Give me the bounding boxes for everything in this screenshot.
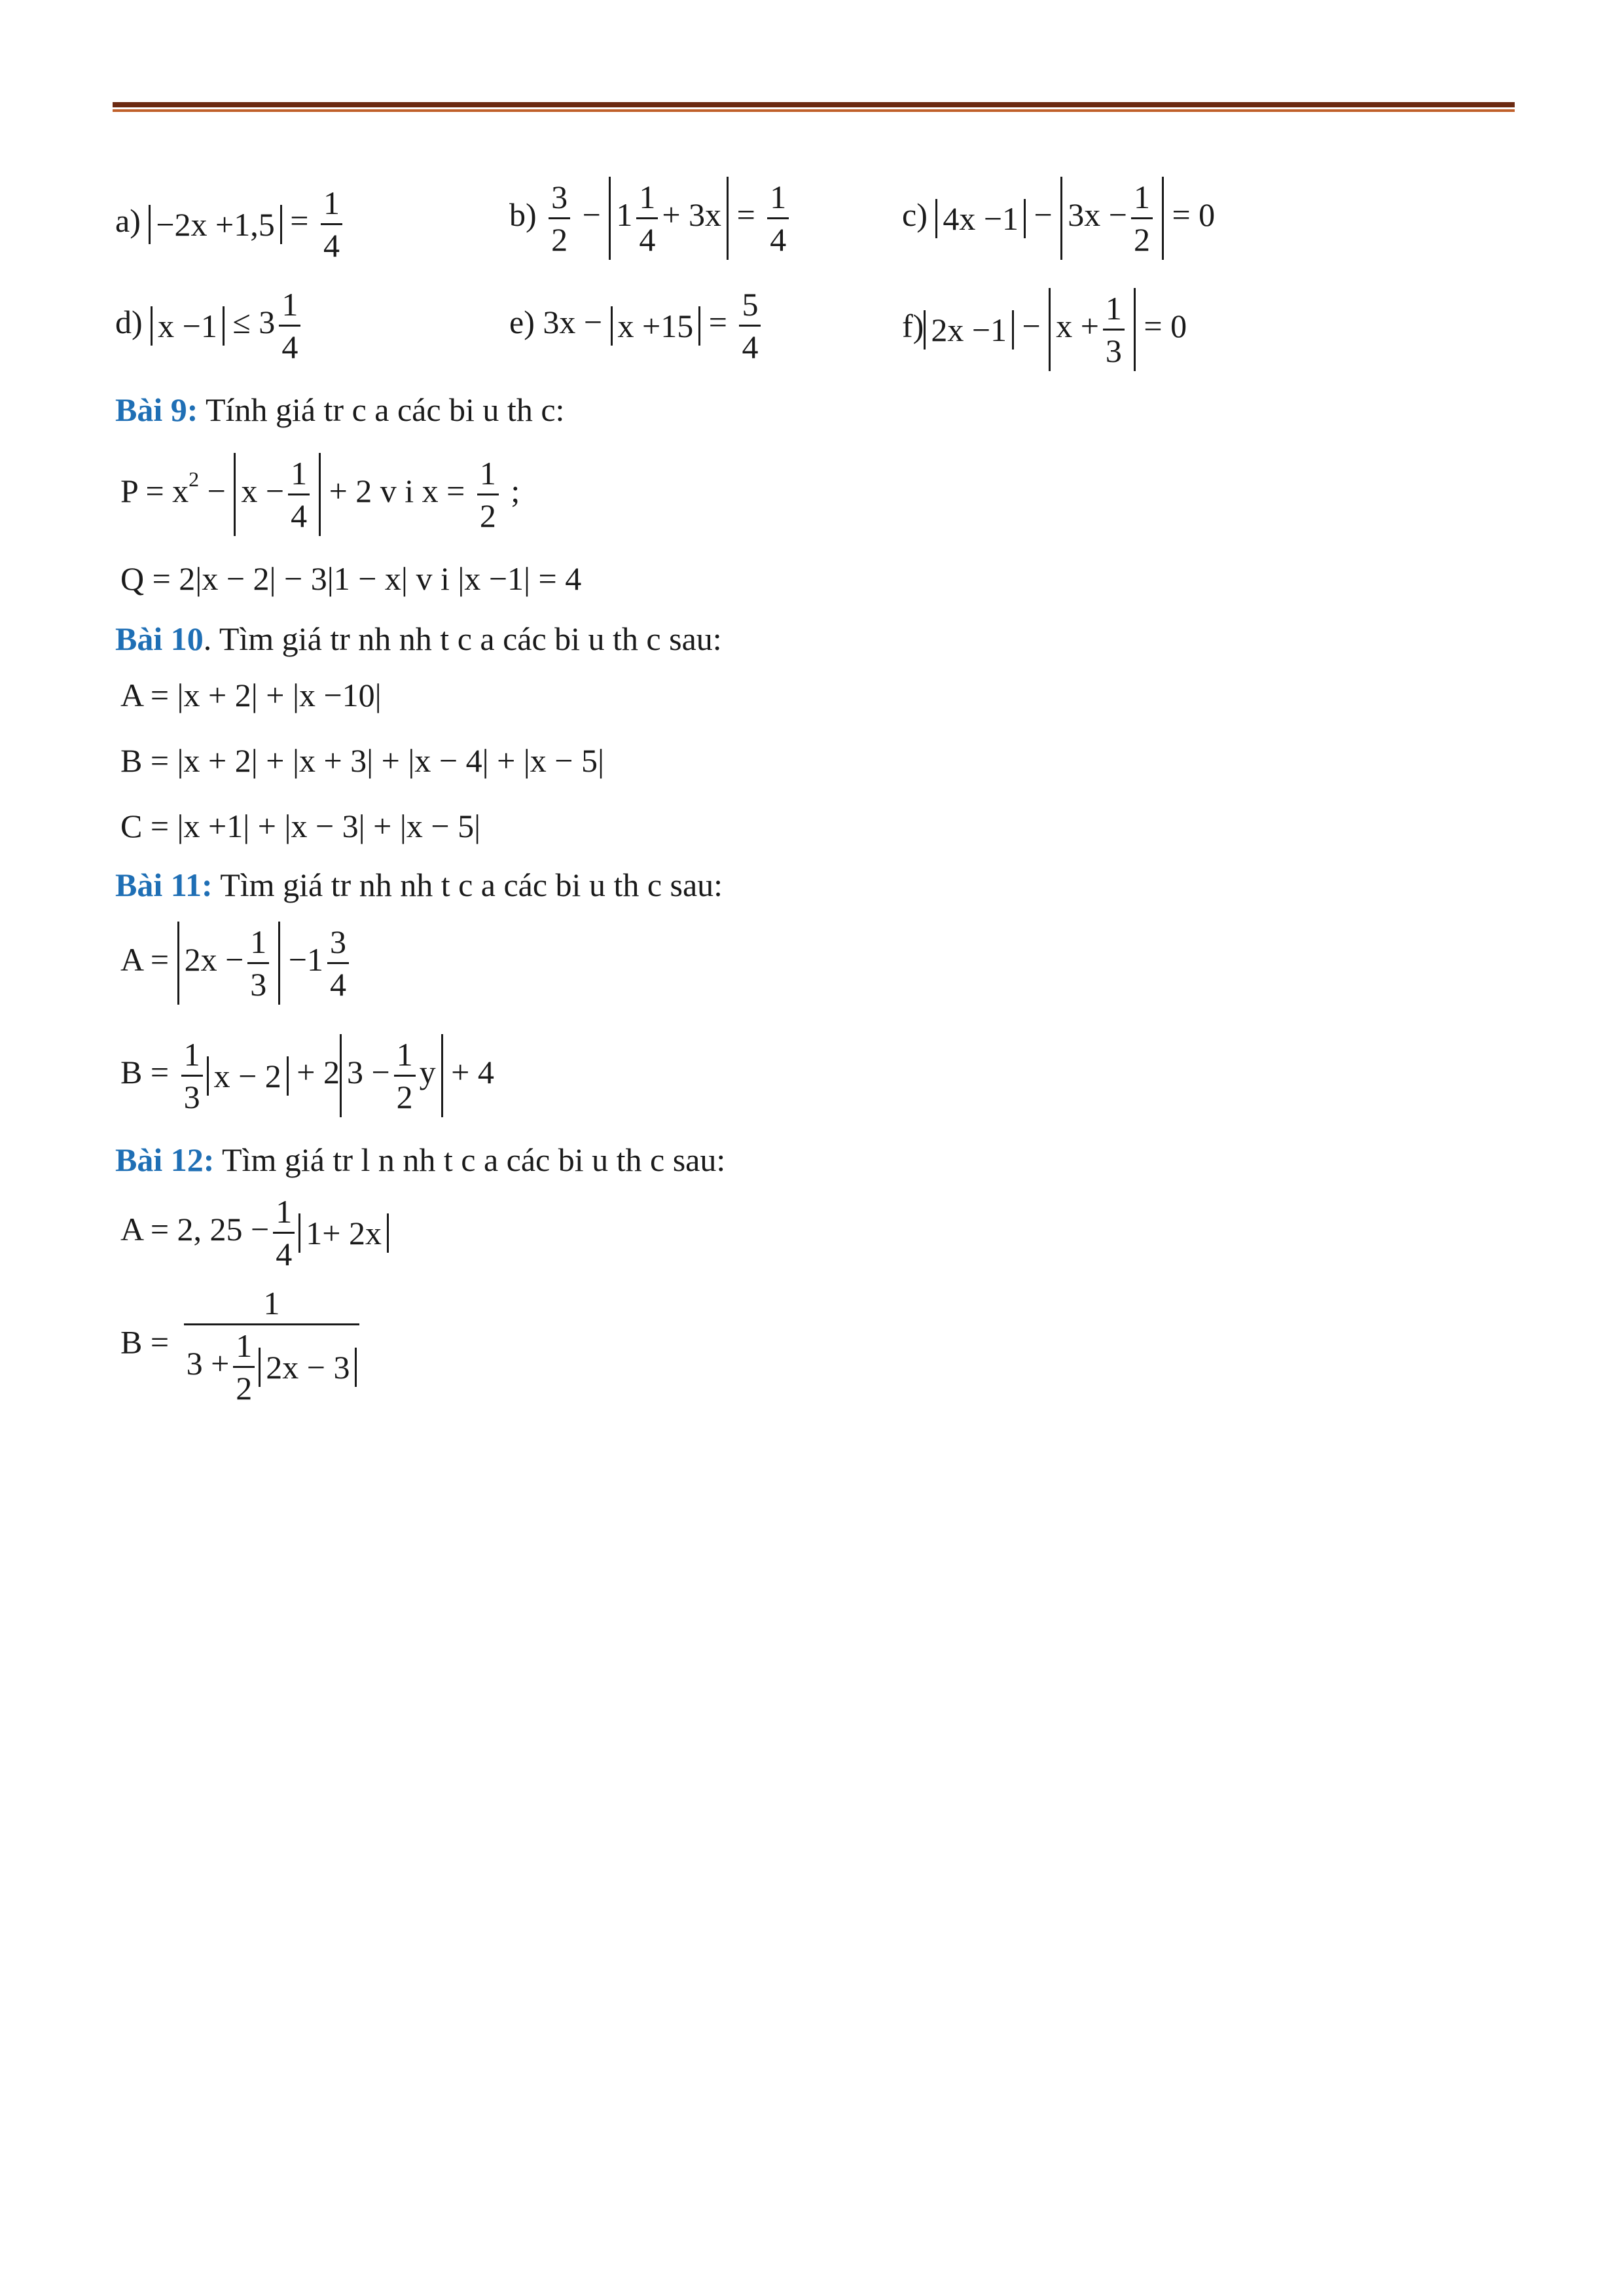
header-rule-accent [113, 109, 1515, 112]
fraction: 1 3 + $\frac{1}{2}$ 2x − 3 [184, 1287, 360, 1405]
fraction: $\frac{1}{4}$ [279, 288, 300, 363]
fraction: $\frac{1}{4}$ [273, 1195, 295, 1270]
fraction: $\frac{1}{2}$ [477, 457, 499, 532]
bai11-heading: Bài 11: Tìm giá tr nh nh t c a các bi u th c sau: [115, 867, 723, 903]
bai11-expression-b: B = $\frac{1}{3}$ x − 2 + 2 3 − $\frac{1}{2}$ y + 4 [120, 1034, 494, 1117]
bai10-heading: Bài 10. Tìm giá tr nh nh t c a các bi u th c sau: [115, 620, 722, 657]
bai12-expression-a: A = 2, 25 − $\frac{1}{4}$ 1+ 2x [120, 1195, 389, 1270]
bai10-expression-c: C = |x +1| + |x − 3| + |x − 5| [120, 808, 481, 844]
abs-expression: x −1 [151, 306, 225, 346]
abs-expression: 1 $\frac{1}{4}$ + 3x [609, 177, 729, 260]
bai12-expression-b: B = 1 3 + $\frac{1}{2}$ 2x − 3 [120, 1287, 363, 1405]
abs-expression: 1+ 2x [298, 1213, 389, 1253]
bai12-heading: Bài 12: Tìm giá tr l n nh t c a các bi u th c sau: [115, 1141, 726, 1178]
abs-expression: x − 2 [207, 1056, 289, 1096]
abs-expression: x +15 [611, 306, 701, 346]
exercise-a: a) −2x +1,5 = $\frac{1}{4}$ [115, 187, 346, 262]
fraction: $\frac{1}{4}$ [321, 187, 342, 262]
fraction: $\frac{3}{4}$ [327, 925, 349, 1001]
abs-expression: 3x − $\frac{1}{2}$ [1060, 177, 1164, 260]
exercise-f: f) 2x −1 − x + $\frac{1}{3}$ = 0 [902, 288, 1187, 371]
fraction: $\frac{1}{4}$ [767, 181, 789, 256]
abs-expression: x + $\frac{1}{3}$ [1049, 288, 1136, 371]
bai10-expression-b: B = |x + 2| + |x + 3| + |x − 4| + |x − 5| [120, 742, 605, 779]
bai11-expression-a: A = 2x − $\frac{1}{3}$ −1 $\frac{3}{4}$ [120, 922, 353, 1005]
fraction: $\frac{5}{4}$ [739, 288, 761, 363]
abs-expression: 4x −1 [935, 199, 1026, 238]
fraction: $\frac{1}{3}$ [181, 1038, 203, 1113]
bai9-expression-p: $P = x^2 - x$ − $\frac{1}{4}$ + 2 v i x = $\frac{1}{2}$ ; [120, 453, 520, 536]
exercise-d: d) x −1 ≤ 3 $\frac{1}{4}$ [115, 288, 304, 363]
fraction: $\frac{3}{2}$ [549, 181, 570, 256]
exercise-e: e) 3x − x +15 = $\frac{5}{4}$ [509, 288, 765, 363]
bai9-expression-q: Q = 2|x − 2| − 3|1 − x| v i |x −1| = 4 [120, 560, 582, 597]
header-rule [113, 102, 1515, 107]
abs-expression: 3 − $\frac{1}{2}$ y [340, 1034, 443, 1117]
exercise-c: c) 4x −1 − 3x − $\frac{1}{2}$ = 0 [902, 177, 1215, 260]
abs-expression: x − $\frac{1}{4}$ [234, 453, 321, 536]
abs-expression: 2x −1 [924, 310, 1014, 350]
exercise-b: b) $\frac{3}{2}$ − 1 $\frac{1}{4}$ + 3x = $\frac{1}{4}$ [509, 177, 793, 260]
bai10-expression-a: A = |x + 2| + |x −10| [120, 677, 382, 713]
abs-expression: 2x − $\frac{1}{3}$ [177, 922, 281, 1005]
abs-expression: −2x +1,5 [149, 205, 281, 244]
bai9-heading: Bài 9: Tính giá tr c a các bi u th c: [115, 391, 565, 428]
